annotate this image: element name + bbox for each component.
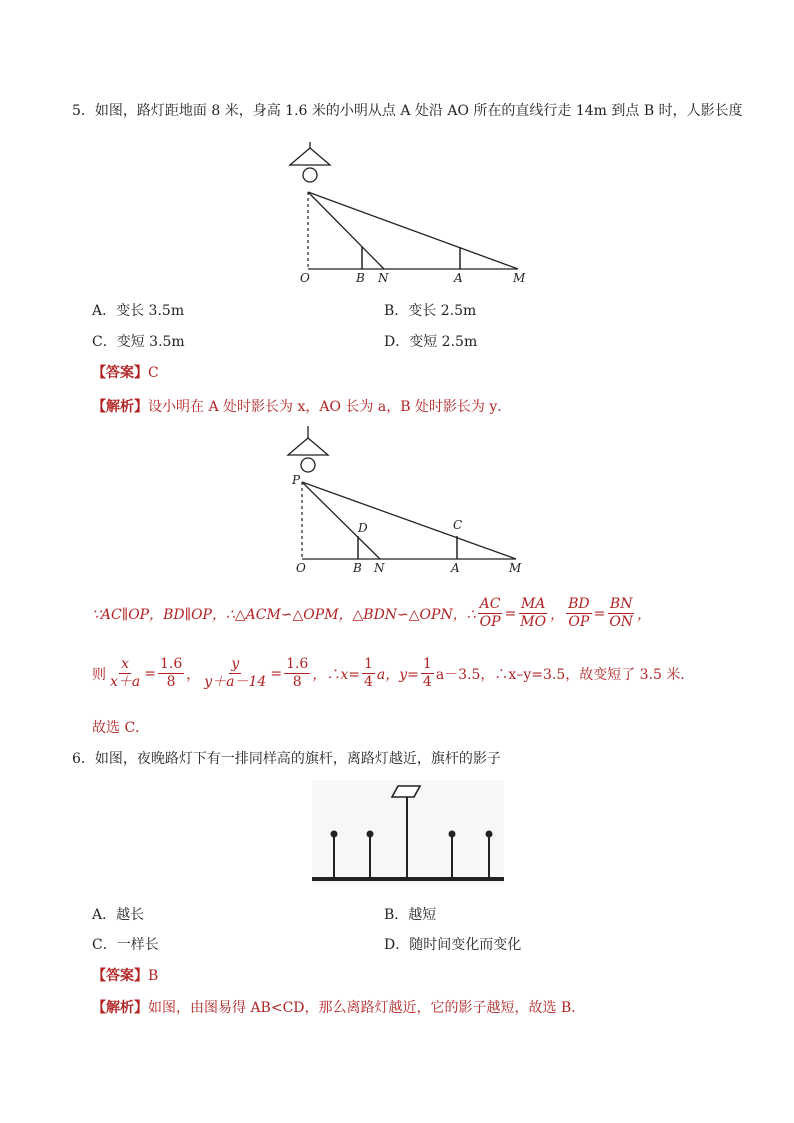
q5-option-b: B．变长 2.5m bbox=[384, 303, 477, 319]
q6-option-c: C．一样长 bbox=[92, 937, 159, 953]
answer-tag: 【答案】 bbox=[92, 968, 148, 984]
fraction-bn-on: $\frac{BN}{ON}$ bbox=[609, 596, 634, 630]
q5-option-a: A．变长 3.5m bbox=[92, 303, 185, 319]
analysis-text: 如图，由图易得 AB<CD，那么离路灯越近，它的影子越短，故选 B． bbox=[148, 1000, 586, 1016]
q5-option-c: C．变短 3.5m bbox=[92, 334, 185, 350]
ray-to-M bbox=[308, 192, 518, 269]
ray-PN bbox=[302, 482, 380, 559]
label-B: B bbox=[356, 271, 365, 285]
q6-option-d: D．随时间变化而变化 bbox=[384, 937, 522, 953]
q5-figure-1 bbox=[280, 128, 540, 290]
fraction-ac-op: $\frac{AC}{OP}$ bbox=[479, 596, 501, 630]
lamp-bulb bbox=[301, 458, 315, 472]
q5-analysis bbox=[92, 396, 511, 416]
fraction-y-over-y-plus-a-minus-14: $\frac{y}{y+a-14}$ bbox=[204, 656, 267, 690]
q5-answer bbox=[92, 362, 159, 382]
label-N: N bbox=[374, 561, 385, 575]
label-B: B bbox=[353, 561, 362, 575]
label-M: M bbox=[509, 561, 522, 575]
label-O: O bbox=[296, 561, 306, 575]
label-N: N bbox=[378, 271, 389, 285]
q5-figure-2 bbox=[280, 420, 540, 580]
analysis-tag: 【解析】 bbox=[92, 1000, 148, 1016]
answer-value: B bbox=[148, 968, 159, 984]
derivation-line-1: ∵AC∥OP，BD∥OP，∴△ACM∽△OPM，△BDN∽△OPN，∴ $\frac{AC}{OP}$ = $\frac{MA}{MO}$ ， $\frac{BD}{OP}$ = $\frac{BN}{ON}$ ， bbox=[92, 596, 652, 630]
fraction-bd-op: $\frac{BD}{OP}$ bbox=[568, 596, 590, 630]
label-M: M bbox=[513, 271, 526, 285]
analysis-tag: 【解析】 bbox=[92, 399, 148, 415]
fraction-ma-mo: $\frac{MA}{MO}$ bbox=[520, 596, 547, 630]
question-6-number: 6． bbox=[72, 751, 95, 767]
lamp-shade bbox=[290, 148, 330, 165]
fraction-one-quarter: $\frac{1}{4}$ bbox=[363, 656, 373, 690]
fraction-x-over-x-plus-a: $\frac{x}{x+a}$ bbox=[110, 656, 141, 690]
label-O: O bbox=[300, 271, 310, 285]
derivation-line-2: 则 $\frac{x}{x+a}$ = $\frac{1.6}{8}$ ， $\frac{y}{y+a-14}$ = $\frac{1.6}{8}$ ，∴x= $\frac{1}{4}$ a，y= $\frac{1}{4}$ a－3.5，∴x–y=3.5，故变短了 3.5 米． bbox=[92, 656, 695, 690]
q6-analysis bbox=[92, 997, 585, 1017]
q6-option-b: B．越短 bbox=[384, 907, 437, 923]
ray-to-N bbox=[308, 192, 384, 269]
q6-option-a: A．越长 bbox=[92, 907, 145, 923]
label-P: P bbox=[292, 473, 301, 487]
label-A: A bbox=[451, 561, 460, 575]
q6-answer bbox=[92, 965, 158, 985]
fraction-one-quarter-b: $\frac{1}{4}$ bbox=[422, 656, 432, 690]
ray-PM bbox=[302, 482, 516, 559]
analysis-text: 设小明在 A 处时影长为 x，AO 长为 a，B 处时影长为 y． bbox=[148, 399, 512, 415]
lamp-shade bbox=[288, 438, 328, 455]
question-5 bbox=[72, 100, 743, 120]
label-C: C bbox=[453, 518, 463, 532]
question-6 bbox=[72, 748, 501, 768]
q5-option-d: D．变短 2.5m bbox=[384, 334, 478, 350]
question-5-number: 5． bbox=[72, 103, 95, 119]
label-A: A bbox=[454, 271, 463, 285]
fraction-1.6-over-8-b: $\frac{1.6}{8}$ bbox=[286, 656, 309, 690]
q6-figure bbox=[312, 780, 504, 884]
answer-tag: 【答案】 bbox=[92, 365, 148, 381]
lamp-bulb bbox=[303, 168, 317, 182]
fraction-1.6-over-8: $\frac{1.6}{8}$ bbox=[159, 656, 183, 690]
street-lamp-head bbox=[392, 786, 420, 797]
question-5-text: 如图，路灯距地面 8 米，身高 1.6 米的小明从点 A 处沿 AO 所在的直线行走 14m 到点 B 时，人影长度 bbox=[94, 103, 743, 119]
q5-conclusion: 故选 C． bbox=[92, 720, 150, 736]
answer-value: C bbox=[148, 365, 159, 381]
label-D: D bbox=[358, 521, 368, 535]
similarity-text: ∵AC∥OP，BD∥OP，∴△ACM∽△OPM，△BDN∽△OPN，∴ bbox=[92, 606, 476, 623]
question-6-text: 如图，夜晚路灯下有一排同样高的旗杆，离路灯越近，旗杆的影子 bbox=[94, 751, 501, 767]
ground-line bbox=[312, 877, 504, 881]
